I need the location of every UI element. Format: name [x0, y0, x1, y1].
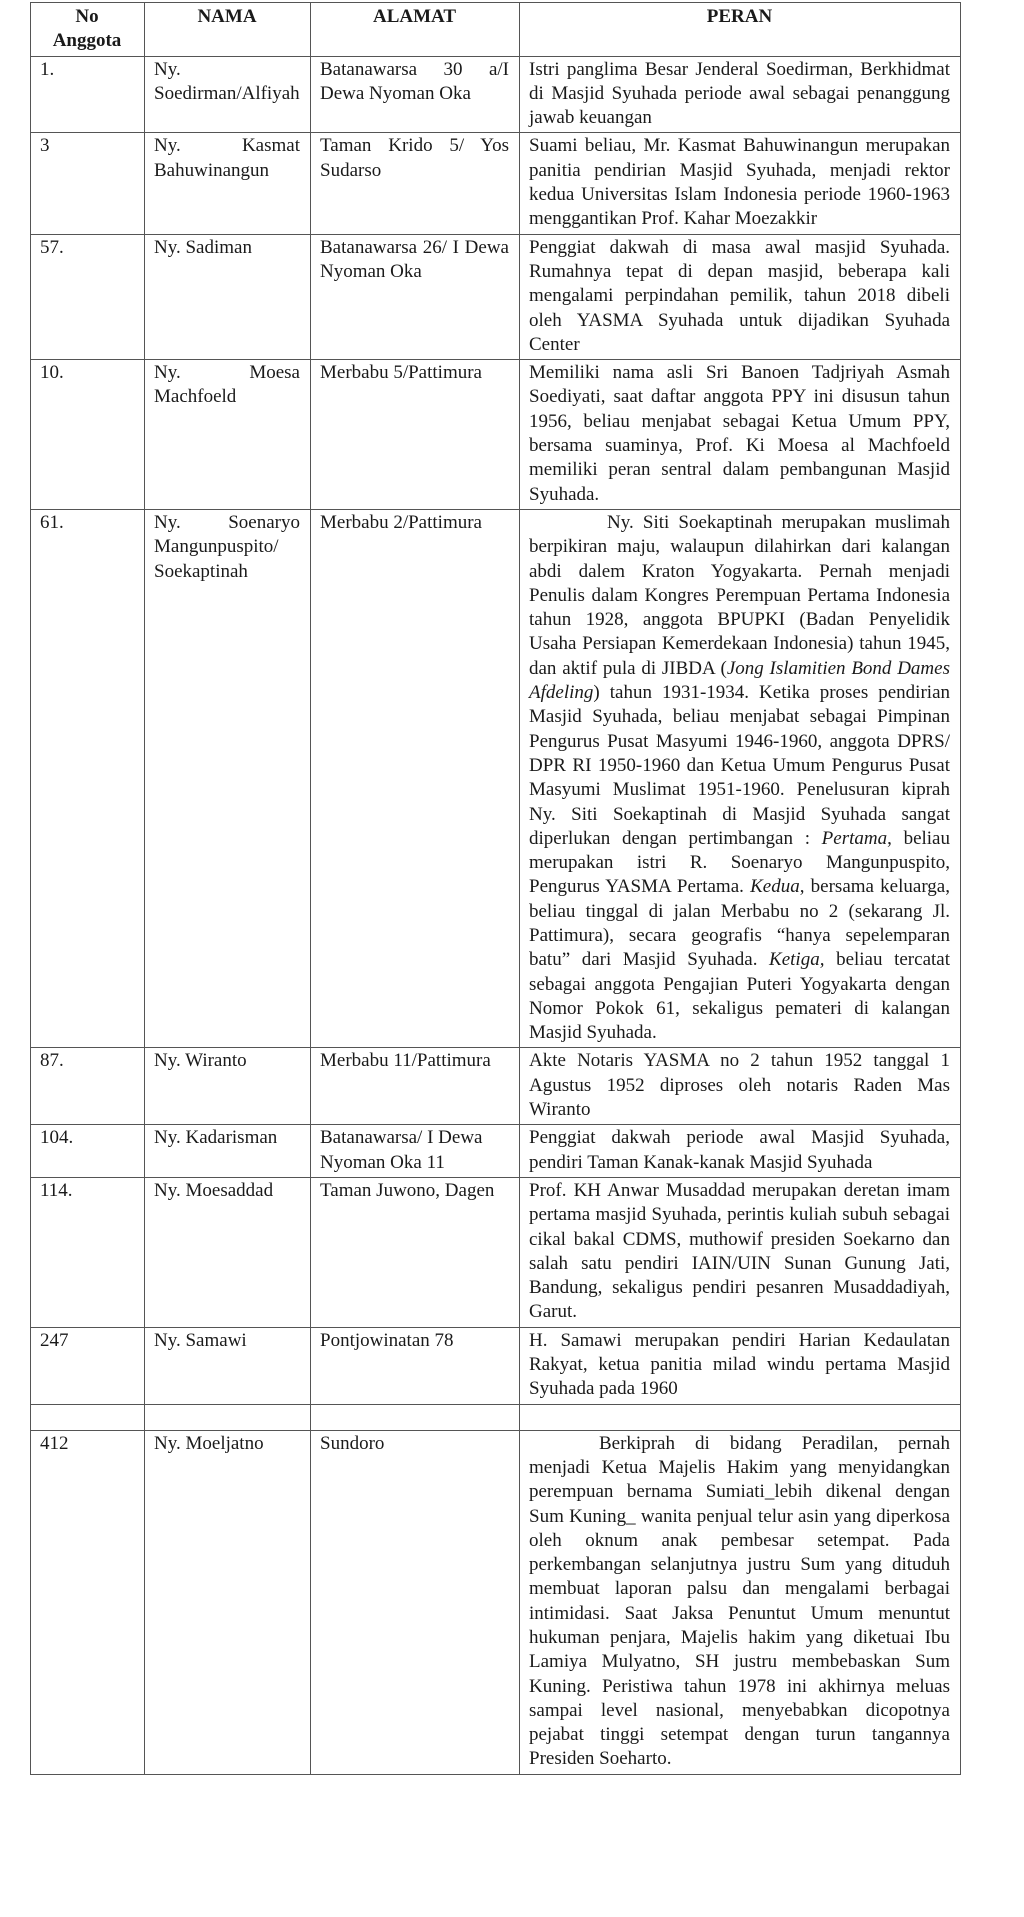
cell-alamat: Pontjowinatan 78: [311, 1327, 520, 1404]
cell-nama: Ny. Kadarisman: [145, 1125, 311, 1178]
cell-nama: Ny. Wiranto: [145, 1048, 311, 1125]
table-row: [31, 1048, 961, 1125]
cell-peran: Suami beliau, Mr. Kasmat Bahuwinangun merupakan panitia pendirian Masjid Syuhada, menjadi rektor kedua Universitas Islam Indonesia periode 1960-1963 menggantikan Prof. Kahar Moezakkir: [520, 133, 961, 234]
cell-no: 10.: [31, 360, 145, 510]
table-row: [31, 133, 961, 234]
cell-nama: Ny. Soedirman/Alfiyah: [145, 56, 311, 133]
cell-peran: Penggiat dakwah di masa awal masjid Syuhada. Rumahnya tepat di depan masjid, beberapa kali mengalami perpindahan pemilik, tahun 2018 dibeli oleh YASMA Syuhada untuk dijadikan Syuhada Center: [520, 234, 961, 359]
cell-alamat: Merbabu 5/Pattimura: [311, 360, 520, 510]
cell-peran: Istri panglima Besar Jenderal Soedirman, Berkhidmat di Masjid Syuhada periode awal sebagai penanggung jawab keuangan: [520, 56, 961, 133]
peran-text: , bersama keluarga, beliau tinggal di jalan Merbabu no 2 (sekarang Jl. Pattimura), secara geografis “hanya sepelemparan batu” dari Masjid Syuhada.: [529, 876, 950, 971]
cell-peran: Prof. KH Anwar Musaddad merupakan deretan imam pertama masjid Syuhada, perintis kuliah subuh sebagai cikal bakal CDMS, muthowif presiden Soekarno dan salah satu pendiri IAIN/UIN Sunan Gunung Jati, Bandung, sekaligus pendiri pesanren Musaddadiyah, Garut.: [520, 1177, 961, 1327]
peran-text: beliau tercatat sebagai anggota Pengajian Puteri Yogyakarta dengan Nomor Pokok 61, sekaligus pemateri di kalangan Masjid Syuhada.: [529, 949, 950, 1044]
cell-alamat: Taman Juwono, Dagen: [311, 1177, 520, 1327]
header-alamat: ALAMAT: [311, 3, 520, 57]
cell-peran: Akte Notaris YASMA no 2 tahun 1952 tanggal 1 Agustus 1952 diproses oleh notaris Raden Mas Wiranto: [520, 1048, 961, 1125]
spacer-cell: [145, 1404, 311, 1430]
cell-alamat: Sundoro: [311, 1430, 520, 1774]
peran-text: , beliau merupakan istri R. Soenaryo Mangunpuspito, Pengurus YASMA Pertama.: [529, 827, 950, 898]
spacer-cell: [31, 1404, 145, 1430]
cell-no: 114.: [31, 1177, 145, 1327]
cell-no: 412: [31, 1430, 145, 1774]
peran-italic-text: Pertama: [821, 827, 888, 849]
table-spacer-row: [31, 1404, 961, 1430]
peran-italic-text: Jong Islamitien Bond Dames Afdeling: [529, 657, 950, 704]
spacer-cell: [311, 1404, 520, 1430]
table-header-row: [31, 3, 961, 57]
member-table-container: [30, 2, 960, 1775]
cell-nama: Ny. Moesaddad: [145, 1177, 311, 1327]
table-row: [31, 56, 961, 133]
cell-nama: Ny. Samawi: [145, 1327, 311, 1404]
table-row: [31, 509, 961, 1048]
cell-no: 3: [31, 133, 145, 234]
header-nama: NAMA: [145, 3, 311, 57]
cell-no: 61.: [31, 509, 145, 1048]
table-row: [31, 360, 961, 510]
header-no: No Anggota: [31, 3, 145, 57]
table-row: [31, 1430, 961, 1774]
peran-text: ) tahun 1931-1934. Ketika proses pendirian Masjid Syuhada, beliau menjabat sebagai Pimpinan Pengurus Pusat Masyumi 1946-1960, anggota DPRS/ DPR RI 1950-1960 dan Ketua Umum Pengurus Pusat Masyumi Muslimat 1951-1960. Penelusuran kiprah Ny. Siti Soekaptinah di Masjid Syuhada sangat diperlukan dengan pertimbangan :: [529, 682, 950, 849]
cell-nama: Ny. Moesa Machfoeld: [145, 360, 311, 510]
peran-italic-text: Ketiga,: [769, 949, 825, 971]
cell-peran: [520, 1430, 961, 1774]
cell-no: 104.: [31, 1125, 145, 1178]
cell-nama: Ny. Moeljatno: [145, 1430, 311, 1774]
header-peran: PERAN: [520, 3, 961, 57]
spacer-cell: [520, 1404, 961, 1430]
cell-nama: Ny. Sadiman: [145, 234, 311, 359]
cell-alamat: Batanawarsa 26/ I Dewa Nyoman Oka: [311, 234, 520, 359]
table-row: [31, 234, 961, 359]
cell-alamat: Taman Krido 5/ Yos Sudarso: [311, 133, 520, 234]
peran-text: Ny. Siti Soekaptinah merupakan muslimah berpikiran maju, walaupun dilahirkan dari kalangan abdi dalem Kraton Yogyakarta. Pernah menjadi Penulis dalam Kongres Perempuan Pertama Indonesia tahun 1928, anggota BPUPKI (Badan Penyelidik Usaha Persiapan Kemerdekaan Indonesia) tahun 1945, dan aktif pula di JIBDA (: [529, 511, 950, 679]
cell-no: 57.: [31, 234, 145, 359]
cell-alamat: Batanawarsa/ I Dewa Nyoman Oka 11: [311, 1125, 520, 1178]
cell-alamat: Batanawarsa 30 a/I Dewa Nyoman Oka: [311, 56, 520, 133]
cell-peran: Penggiat dakwah periode awal Masjid Syuhada, pendiri Taman Kanak-kanak Masjid Syuhada: [520, 1125, 961, 1178]
cell-no: 1.: [31, 56, 145, 133]
table-row: [31, 1177, 961, 1327]
peran-text: Berkiprah di bidang Peradilan, pernah menjadi Ketua Majelis Hakim yang menyidangkan perempuan bernama Sumiati_lebih dikenal dengan Sum Kuning_ wanita penjual telur asin yang diperkosa oleh oknum anak pembesar setempat. Pada perkembangan selanjutnya justru Sum yang dituduh membuat laporan palsu dan mengalami berbagai intimidasi. Saat Jaksa Penuntut Umum menuntut hukuman penjara, Majelis hakim yang diketuai Ibu Lamiya Mulyatno, SH justru membebaskan Sum Kuning. Peristiwa tahun 1978 ini akhirnya meluas sampai level nasional, menyebabkan dicopotnya pejabat tinggi setempat dengan turun tangannya Presiden Soeharto.: [529, 1432, 950, 1770]
cell-nama: Ny. Kasmat Bahuwinangun: [145, 133, 311, 234]
cell-peran: Memiliki nama asli Sri Banoen Tadjriyah Asmah Soediyati, saat daftar anggota PPY ini disusun tahun 1956, beliau menjabat sebagai Ketua Umum PPY, bersama suaminya, Prof. Ki Moesa al Machfoeld memiliki peran sentral dalam pembangunan Masjid Syuhada.: [520, 360, 961, 510]
cell-peran: [520, 509, 961, 1048]
cell-peran: H. Samawi merupakan pendiri Harian Kedaulatan Rakyat, ketua panitia milad windu pertama Masjid Syuhada pada 1960: [520, 1327, 961, 1404]
cell-nama: Ny. Soenaryo Mangunpuspito/ Soekaptinah: [145, 509, 311, 1048]
cell-alamat: Merbabu 2/Pattimura: [311, 509, 520, 1048]
cell-no: 247: [31, 1327, 145, 1404]
cell-no: 87.: [31, 1048, 145, 1125]
table-row: [31, 1125, 961, 1178]
cell-alamat: Merbabu 11/Pattimura: [311, 1048, 520, 1125]
table-row: [31, 1327, 961, 1404]
member-table: [30, 2, 961, 1775]
peran-italic-text: Kedua: [750, 876, 800, 898]
